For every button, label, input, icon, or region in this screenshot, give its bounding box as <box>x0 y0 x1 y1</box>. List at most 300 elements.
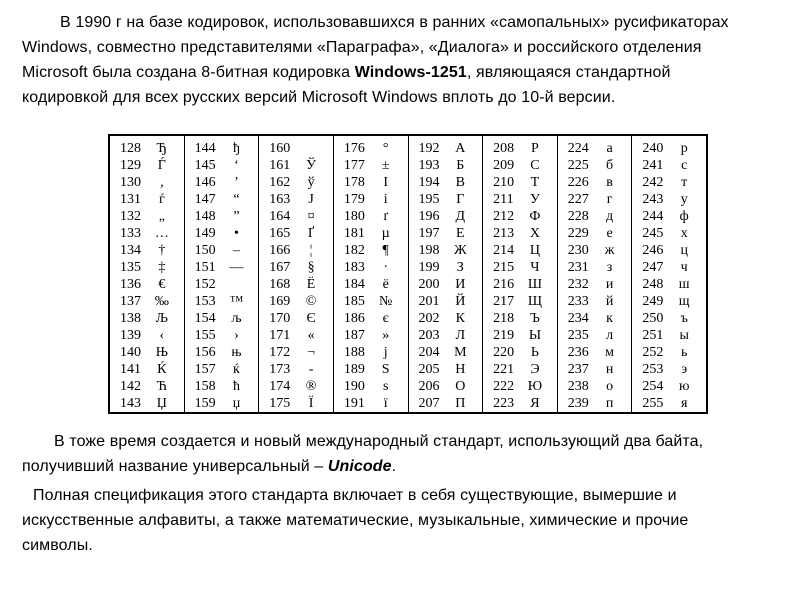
table-row <box>483 344 557 361</box>
code-character: П <box>455 396 466 411</box>
code-character: Я <box>530 396 540 411</box>
table-row <box>185 140 259 157</box>
code-number: 191 <box>343 396 365 411</box>
code-character: Б <box>456 158 465 173</box>
code-number: 184 <box>343 277 365 292</box>
table-row <box>185 174 259 191</box>
code-number: 164 <box>269 209 291 224</box>
code-number: 167 <box>269 260 291 275</box>
table-row <box>409 395 483 412</box>
code-character: § <box>307 260 315 275</box>
code-character: б <box>606 158 614 173</box>
code-character: Л <box>455 328 466 343</box>
code-number: 138 <box>120 311 141 326</box>
code-character: µ <box>381 226 390 241</box>
table-row <box>334 310 408 327</box>
code-number: 130 <box>120 175 141 190</box>
table-row <box>558 310 632 327</box>
table-column <box>334 136 409 412</box>
table-row <box>185 293 259 310</box>
code-character: … <box>154 226 169 241</box>
code-character: Ї <box>308 396 314 411</box>
table-row <box>110 361 184 378</box>
table-row <box>483 361 557 378</box>
code-character: е <box>606 226 613 241</box>
code-number: 149 <box>194 226 216 241</box>
code-number: 207 <box>418 396 440 411</box>
table-row <box>483 327 557 344</box>
table-row <box>110 140 184 157</box>
code-number: 254 <box>642 379 664 394</box>
code-number: 215 <box>493 260 515 275</box>
code-number: 147 <box>194 192 216 207</box>
table-row <box>185 310 259 327</box>
code-number: 219 <box>493 328 515 343</box>
table-row <box>110 225 184 242</box>
code-character: а <box>606 141 613 156</box>
table-column <box>110 136 185 412</box>
code-number: 198 <box>418 243 440 258</box>
code-number: 210 <box>493 175 515 190</box>
table-row <box>632 327 706 344</box>
code-character: ч <box>680 260 688 275</box>
code-character: З <box>456 260 464 275</box>
code-character: Т <box>530 175 540 190</box>
code-character: ¶ <box>382 243 389 258</box>
code-number: 230 <box>567 243 589 258</box>
code-number: 211 <box>493 192 514 207</box>
code-number: 238 <box>567 379 589 394</box>
code-number: 153 <box>194 294 216 309</box>
code-character: Ў <box>306 158 317 173</box>
code-character: Џ <box>156 396 167 411</box>
table-row <box>558 157 632 174</box>
code-character: Ѓ <box>157 158 166 173</box>
code-number: 251 <box>642 328 664 343</box>
table-row <box>185 242 259 259</box>
code-character: ь <box>680 345 688 360</box>
table-column <box>558 136 633 412</box>
code-number: 235 <box>567 328 589 343</box>
code-number: 169 <box>269 294 291 309</box>
code-character: я <box>680 396 688 411</box>
table-row <box>632 208 706 225</box>
code-number: 203 <box>418 328 440 343</box>
code-character: ћ <box>232 379 240 394</box>
table-row <box>558 344 632 361</box>
code-character: ‰ <box>154 294 169 309</box>
table-row <box>558 174 632 191</box>
code-number: 250 <box>642 311 664 326</box>
code-number: 139 <box>120 328 141 343</box>
code-number: 197 <box>418 226 440 241</box>
code-character: « <box>307 328 315 343</box>
code-number: 246 <box>642 243 664 258</box>
code-number: 224 <box>567 141 589 156</box>
code-number: 133 <box>120 226 141 241</box>
table-row <box>483 225 557 242</box>
code-character: ¦ <box>309 243 313 258</box>
code-number: 181 <box>343 226 365 241</box>
code-number: 255 <box>642 396 664 411</box>
table-row <box>334 259 408 276</box>
table-row <box>110 174 184 191</box>
code-character: С <box>530 158 540 173</box>
code-character: ж <box>604 243 615 258</box>
table-row <box>334 293 408 310</box>
table-row <box>334 276 408 293</box>
table-row <box>110 344 184 361</box>
code-character: Ђ <box>156 141 168 156</box>
code-number: 209 <box>493 158 515 173</box>
code-number: 231 <box>567 260 589 275</box>
table-row <box>259 310 333 327</box>
table-row <box>110 327 184 344</box>
table-row <box>334 344 408 361</box>
table-row <box>409 361 483 378</box>
table-row <box>334 361 408 378</box>
code-number: 158 <box>194 379 216 394</box>
table-row <box>185 361 259 378</box>
table-row <box>334 208 408 225</box>
table-row <box>259 276 333 293</box>
table-row <box>185 191 259 208</box>
table-row <box>110 259 184 276</box>
code-number: 170 <box>269 311 291 326</box>
code-character: Г <box>456 192 465 207</box>
intro-line-4: кодировкой для всех русских версий Microsoft Windows вплоть до 10-й версии. <box>22 89 616 106</box>
code-character: ѕ <box>382 379 389 394</box>
code-number: 129 <box>120 158 141 173</box>
table-row <box>334 225 408 242</box>
table-row <box>110 208 184 225</box>
table-row <box>558 395 632 412</box>
table-row <box>558 140 632 157</box>
code-character: ќ <box>233 362 240 377</box>
table-row <box>483 242 557 259</box>
code-number: 196 <box>418 209 440 224</box>
code-character: А <box>455 141 466 156</box>
code-character: Ѕ <box>381 362 390 377</box>
code-number: 183 <box>343 260 365 275</box>
table-row <box>558 225 632 242</box>
code-number: 241 <box>642 158 664 173</box>
table-row <box>632 378 706 395</box>
code-character: в <box>606 175 613 190</box>
code-character: й <box>605 294 614 309</box>
table-row <box>409 378 483 395</box>
code-character: У <box>529 192 540 207</box>
code-number: 182 <box>343 243 365 258</box>
table-row <box>185 344 259 361</box>
table-row <box>632 276 706 293</box>
code-character: ц <box>680 243 688 258</box>
code-number: 234 <box>567 311 589 326</box>
code-number: 175 <box>269 396 291 411</box>
table-row <box>409 276 483 293</box>
code-character: ґ <box>383 209 389 224</box>
code-character: И <box>455 277 466 292</box>
spec-line-3: символы. <box>22 537 93 554</box>
table-row <box>259 293 333 310</box>
code-number: 226 <box>567 175 589 190</box>
spec-line-2: искусственные алфавиты, а также математические, музыкальные, химические и прочие <box>22 512 689 529</box>
code-character: † <box>158 243 166 258</box>
intro-line-3-start: Microsoft была создана 8-битная кодировка <box>22 64 355 81</box>
code-number: 172 <box>269 345 291 360</box>
code-character: њ <box>231 345 242 360</box>
table-row <box>483 276 557 293</box>
code-character: Ф <box>529 209 541 224</box>
table-row <box>259 242 333 259</box>
code-character: Щ <box>527 294 542 309</box>
code-number: 143 <box>120 396 141 411</box>
table-row <box>334 191 408 208</box>
table-row <box>334 395 408 412</box>
table-row <box>259 225 333 242</box>
unicode-line-2-end: . <box>391 458 397 475</box>
code-number: 208 <box>493 141 515 156</box>
code-character: ё <box>382 277 389 292</box>
code-number: 166 <box>269 243 291 258</box>
code-character: € <box>158 277 166 292</box>
code-number: 205 <box>418 362 440 377</box>
code-number: 128 <box>120 141 141 156</box>
code-number: 173 <box>269 362 291 377</box>
code-character: К <box>455 311 465 326</box>
code-character: ф <box>679 209 689 224</box>
code-number: 177 <box>343 158 365 173</box>
code-number: 244 <box>642 209 664 224</box>
table-row <box>558 327 632 344</box>
code-number: 178 <box>343 175 365 190</box>
code-character: © <box>305 294 317 309</box>
code-character: — <box>229 260 244 275</box>
table-row <box>558 378 632 395</box>
code-character: - <box>308 362 314 377</box>
code-character: ъ <box>680 311 688 326</box>
code-number: 192 <box>418 141 440 156</box>
code-number: 253 <box>642 362 664 377</box>
code-number: 136 <box>120 277 141 292</box>
code-character: Ы <box>528 328 542 343</box>
table-row <box>409 140 483 157</box>
code-number: 232 <box>567 277 589 292</box>
code-character: н <box>605 362 614 377</box>
code-number: 206 <box>418 379 440 394</box>
spec-line-1: Полная спецификация этого стандарта включает в себя существующие, вымершие и <box>33 487 677 504</box>
code-character: Н <box>455 362 466 377</box>
code-number: 199 <box>418 260 440 275</box>
code-number: 154 <box>194 311 216 326</box>
unicode-line-2 <box>22 454 782 479</box>
table-row <box>259 395 333 412</box>
table-row <box>185 378 259 395</box>
code-character: щ <box>678 294 690 309</box>
code-character: Ж <box>454 243 467 258</box>
code-character: ¤ <box>307 209 315 224</box>
code-number: 239 <box>567 396 589 411</box>
table-row <box>334 327 408 344</box>
code-character: Ц <box>529 243 540 258</box>
table-row <box>632 140 706 157</box>
code-number: 233 <box>567 294 589 309</box>
code-number: 131 <box>120 192 141 207</box>
table-row <box>259 208 333 225</box>
code-character: Э <box>530 362 540 377</box>
code-number: 200 <box>418 277 440 292</box>
code-character: › <box>234 328 239 343</box>
table-row <box>110 395 184 412</box>
table-row <box>632 259 706 276</box>
code-number: 195 <box>418 192 440 207</box>
table-column <box>185 136 260 412</box>
code-character: д <box>606 209 614 224</box>
code-number: 225 <box>567 158 589 173</box>
code-character: – <box>232 243 240 258</box>
code-character: о <box>606 379 614 394</box>
code-character: „ <box>158 209 165 224</box>
code-number: 222 <box>493 379 515 394</box>
code-number: 187 <box>343 328 365 343</box>
table-row <box>409 259 483 276</box>
code-character: Д <box>455 209 466 224</box>
code-number: 190 <box>343 379 365 394</box>
code-character: Ґ <box>307 226 315 241</box>
code-number: 237 <box>567 362 589 377</box>
code-number: 155 <box>194 328 216 343</box>
code-number: 162 <box>269 175 291 190</box>
table-row <box>632 361 706 378</box>
code-character: ’ <box>234 175 239 190</box>
table-row <box>483 208 557 225</box>
code-number: 249 <box>642 294 664 309</box>
code-number: 213 <box>493 226 515 241</box>
encoding-name: Windows-1251 <box>354 64 467 81</box>
code-character: л <box>606 328 614 343</box>
table-row <box>259 140 333 157</box>
code-character: э <box>681 362 688 377</box>
table-row <box>110 157 184 174</box>
code-character: № <box>379 294 393 309</box>
code-character: с <box>681 158 688 173</box>
code-character: г <box>606 192 613 207</box>
code-character: і <box>383 192 388 207</box>
code-number: 176 <box>343 141 365 156</box>
table-row <box>409 344 483 361</box>
table-row <box>409 242 483 259</box>
code-character: Ь <box>530 345 539 360</box>
code-character: Й <box>455 294 466 309</box>
table-row <box>185 276 259 293</box>
table-row <box>558 242 632 259</box>
table-row <box>185 259 259 276</box>
code-character: Ю <box>527 379 543 394</box>
code-character: » <box>382 328 390 343</box>
table-row <box>110 191 184 208</box>
table-row <box>632 344 706 361</box>
table-row <box>483 157 557 174</box>
table-row <box>632 191 706 208</box>
code-number: 135 <box>120 260 141 275</box>
code-number: 202 <box>418 311 440 326</box>
intro-line-3-end: , являющаяся стандартной <box>466 64 671 81</box>
unicode-line-2-start: получивший название универсальный – <box>22 458 328 475</box>
code-character: џ <box>232 396 241 411</box>
code-character: р <box>680 141 688 156</box>
code-number: 212 <box>493 209 515 224</box>
code-number: 204 <box>418 345 440 360</box>
table-row <box>259 174 333 191</box>
table-row <box>632 225 706 242</box>
table-row <box>409 191 483 208</box>
code-number: 242 <box>642 175 664 190</box>
table-row <box>185 157 259 174</box>
table-row <box>558 276 632 293</box>
table-row <box>632 395 706 412</box>
table-row <box>185 225 259 242</box>
table-row <box>185 395 259 412</box>
code-character: ‚ <box>159 175 165 190</box>
code-number: 243 <box>642 192 664 207</box>
code-character: ы <box>679 328 689 343</box>
code-number: 161 <box>269 158 291 173</box>
code-character: ‹ <box>159 328 165 343</box>
code-character: “ <box>233 192 240 207</box>
table-row <box>110 276 184 293</box>
code-character: · <box>383 260 389 275</box>
code-character: Е <box>456 226 465 241</box>
code-number: 150 <box>194 243 216 258</box>
code-character: Ш <box>527 277 542 292</box>
code-number: 142 <box>120 379 141 394</box>
code-number: 223 <box>493 396 515 411</box>
table-row <box>409 225 483 242</box>
code-character: у <box>680 192 688 207</box>
code-number: 252 <box>642 345 664 360</box>
code-character: ї <box>383 396 388 411</box>
table-row <box>110 378 184 395</box>
code-character: х <box>680 226 688 241</box>
code-number: 186 <box>343 311 365 326</box>
code-number: 227 <box>567 192 589 207</box>
intro-line-3 <box>22 60 782 85</box>
code-character: м <box>605 345 614 360</box>
code-character: ® <box>305 379 317 394</box>
code-number: 160 <box>269 141 291 156</box>
table-row <box>632 157 706 174</box>
unicode-paragraph <box>22 429 782 479</box>
code-number: 194 <box>418 175 440 190</box>
code-character: з <box>606 260 613 275</box>
table-column <box>632 136 706 412</box>
code-number: 140 <box>120 345 141 360</box>
windows-1251-code-table <box>108 134 708 414</box>
table-row <box>558 293 632 310</box>
code-character: к <box>606 311 613 326</box>
code-number: 157 <box>194 362 216 377</box>
code-character: ю <box>678 379 690 394</box>
table-row <box>632 293 706 310</box>
code-character: ™ <box>229 294 244 309</box>
code-number: 148 <box>194 209 216 224</box>
code-number: 145 <box>194 158 216 173</box>
code-character: Ё <box>306 277 316 292</box>
table-row <box>334 174 408 191</box>
unicode-term: Unicode <box>327 458 392 475</box>
table-row <box>259 361 333 378</box>
code-character: В <box>455 175 465 190</box>
